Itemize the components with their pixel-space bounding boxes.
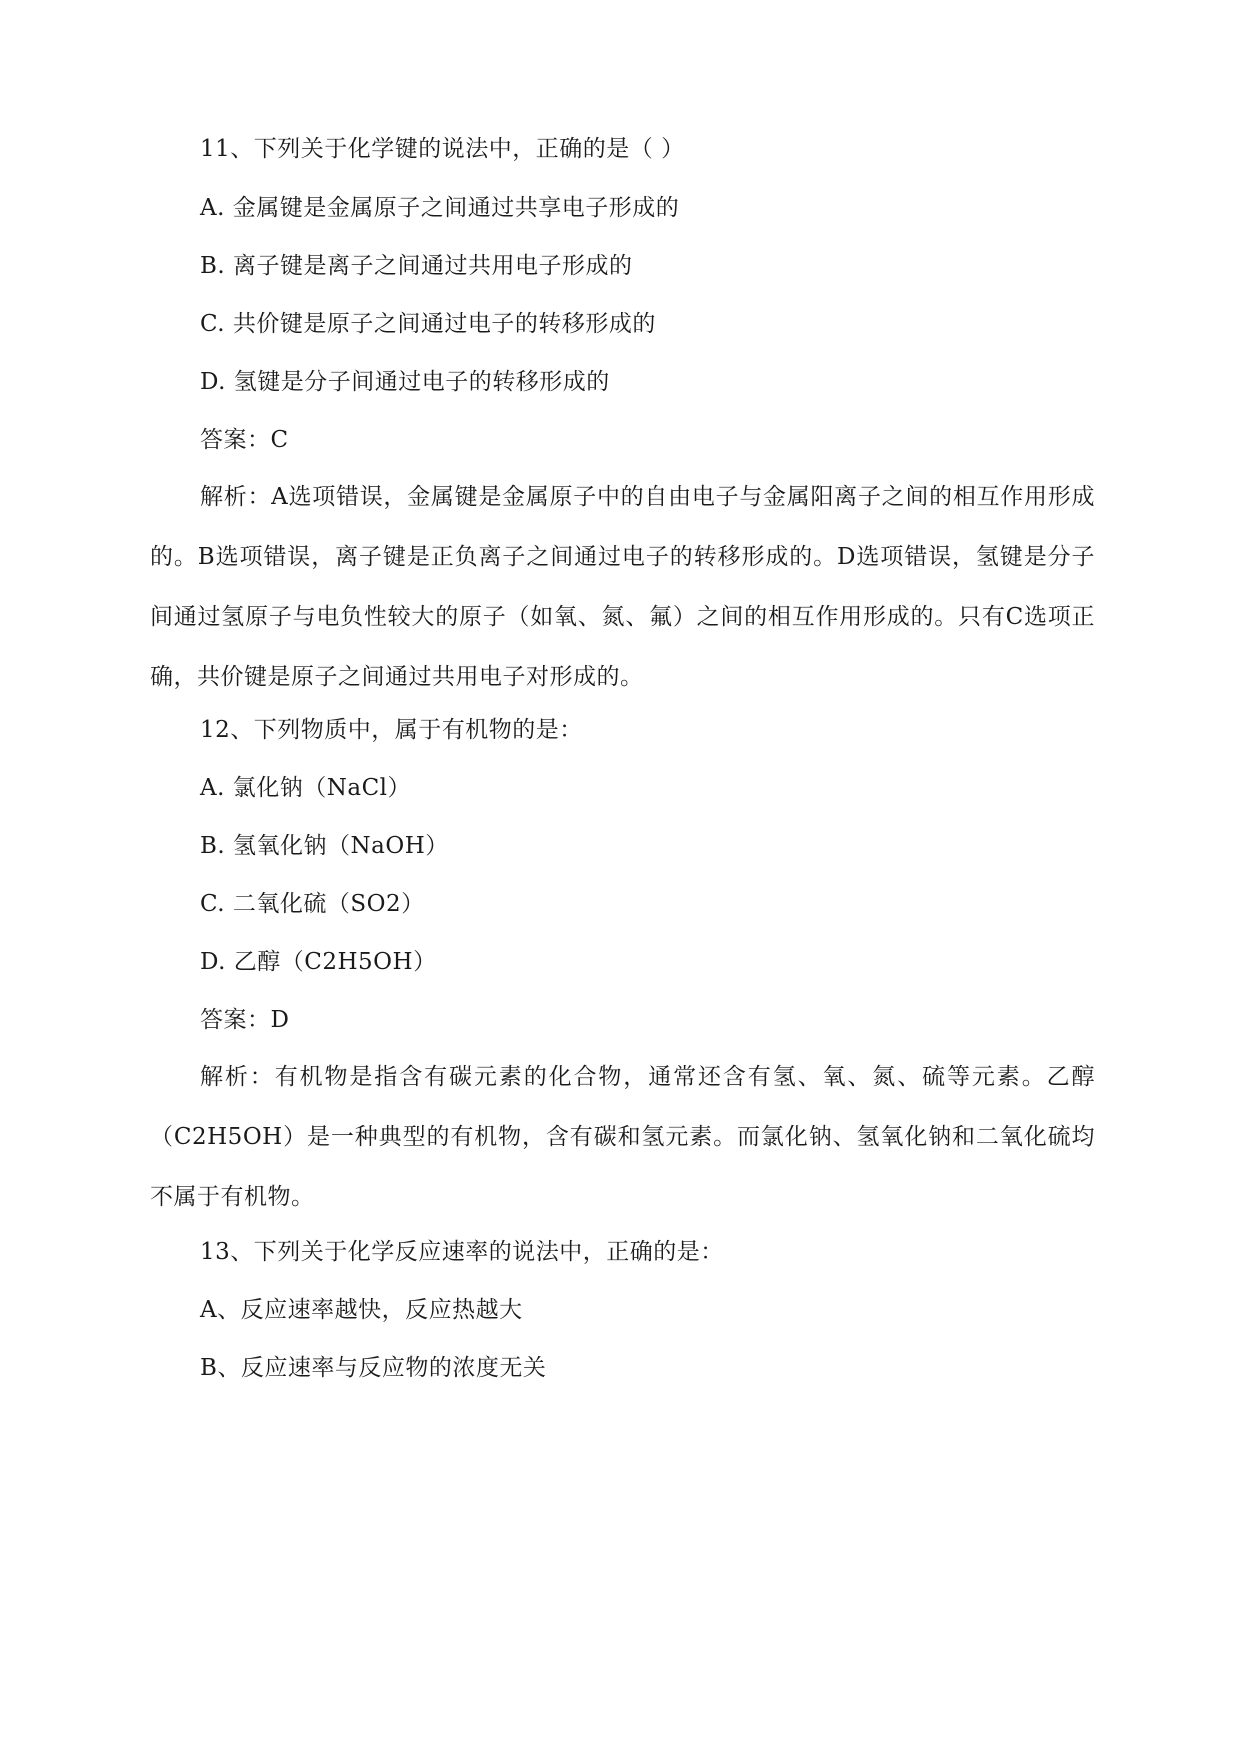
question-11-option-b: B. 离子键是离子之间通过共用电子形成的 xyxy=(200,253,633,279)
question-13-option-a: A、反应速率越快，反应热越大 xyxy=(200,1297,523,1323)
question-12-option-c: C. 二氧化硫（SO2） xyxy=(200,891,425,917)
question-12-option-b: B. 氢氧化钠（NaOH） xyxy=(200,833,449,859)
question-12-option-a: A. 氯化钠（NaCl） xyxy=(200,775,412,801)
question-13-option-b: B、反应速率与反应物的浓度无关 xyxy=(200,1355,547,1381)
question-12-answer: 答案：D xyxy=(200,1007,290,1033)
question-12-analysis: 解析：有机物是指含有碳元素的化合物，通常还含有氢、氧、氮、硫等元素。乙醇（C2H5OH）是一种典型的有机物，含有碳和氢元素。而氯化钠、氢氧化钠和二氧化硫均不属于有机物。 xyxy=(150,1064,1095,1210)
question-12-stem: 12、下列物质中，属于有机物的是： xyxy=(200,717,583,743)
question-11-option-a: A. 金属键是金属原子之间通过共享电子形成的 xyxy=(200,195,680,221)
question-11-answer: 答案：C xyxy=(200,427,289,453)
question-11-option-d: D. 氢键是分子间通过电子的转移形成的 xyxy=(200,369,610,395)
question-11-option-c: C. 共价键是原子之间通过电子的转移形成的 xyxy=(200,311,656,337)
question-13-stem: 13、下列关于化学反应速率的说法中，正确的是： xyxy=(200,1239,724,1265)
question-12-option-d: D. 乙醇（C2H5OH） xyxy=(200,949,437,975)
question-11-analysis: 解析：A选项错误，金属键是金属原子中的自由电子与金属阳离子之间的相互作用形成的。B选项错误，离子键是正负离子之间通过电子的转移形成的。D选项错误，氢键是分子间通过氢原子与电负性较大的原子（如氧、氮、氟）之间的相互作用形成的。只有C选项正确，共价键是原子之间通过共用电子对形成的。 xyxy=(150,484,1095,690)
question-11-stem: 11、下列关于化学键的说法中，正确的是（ ） xyxy=(200,136,685,162)
